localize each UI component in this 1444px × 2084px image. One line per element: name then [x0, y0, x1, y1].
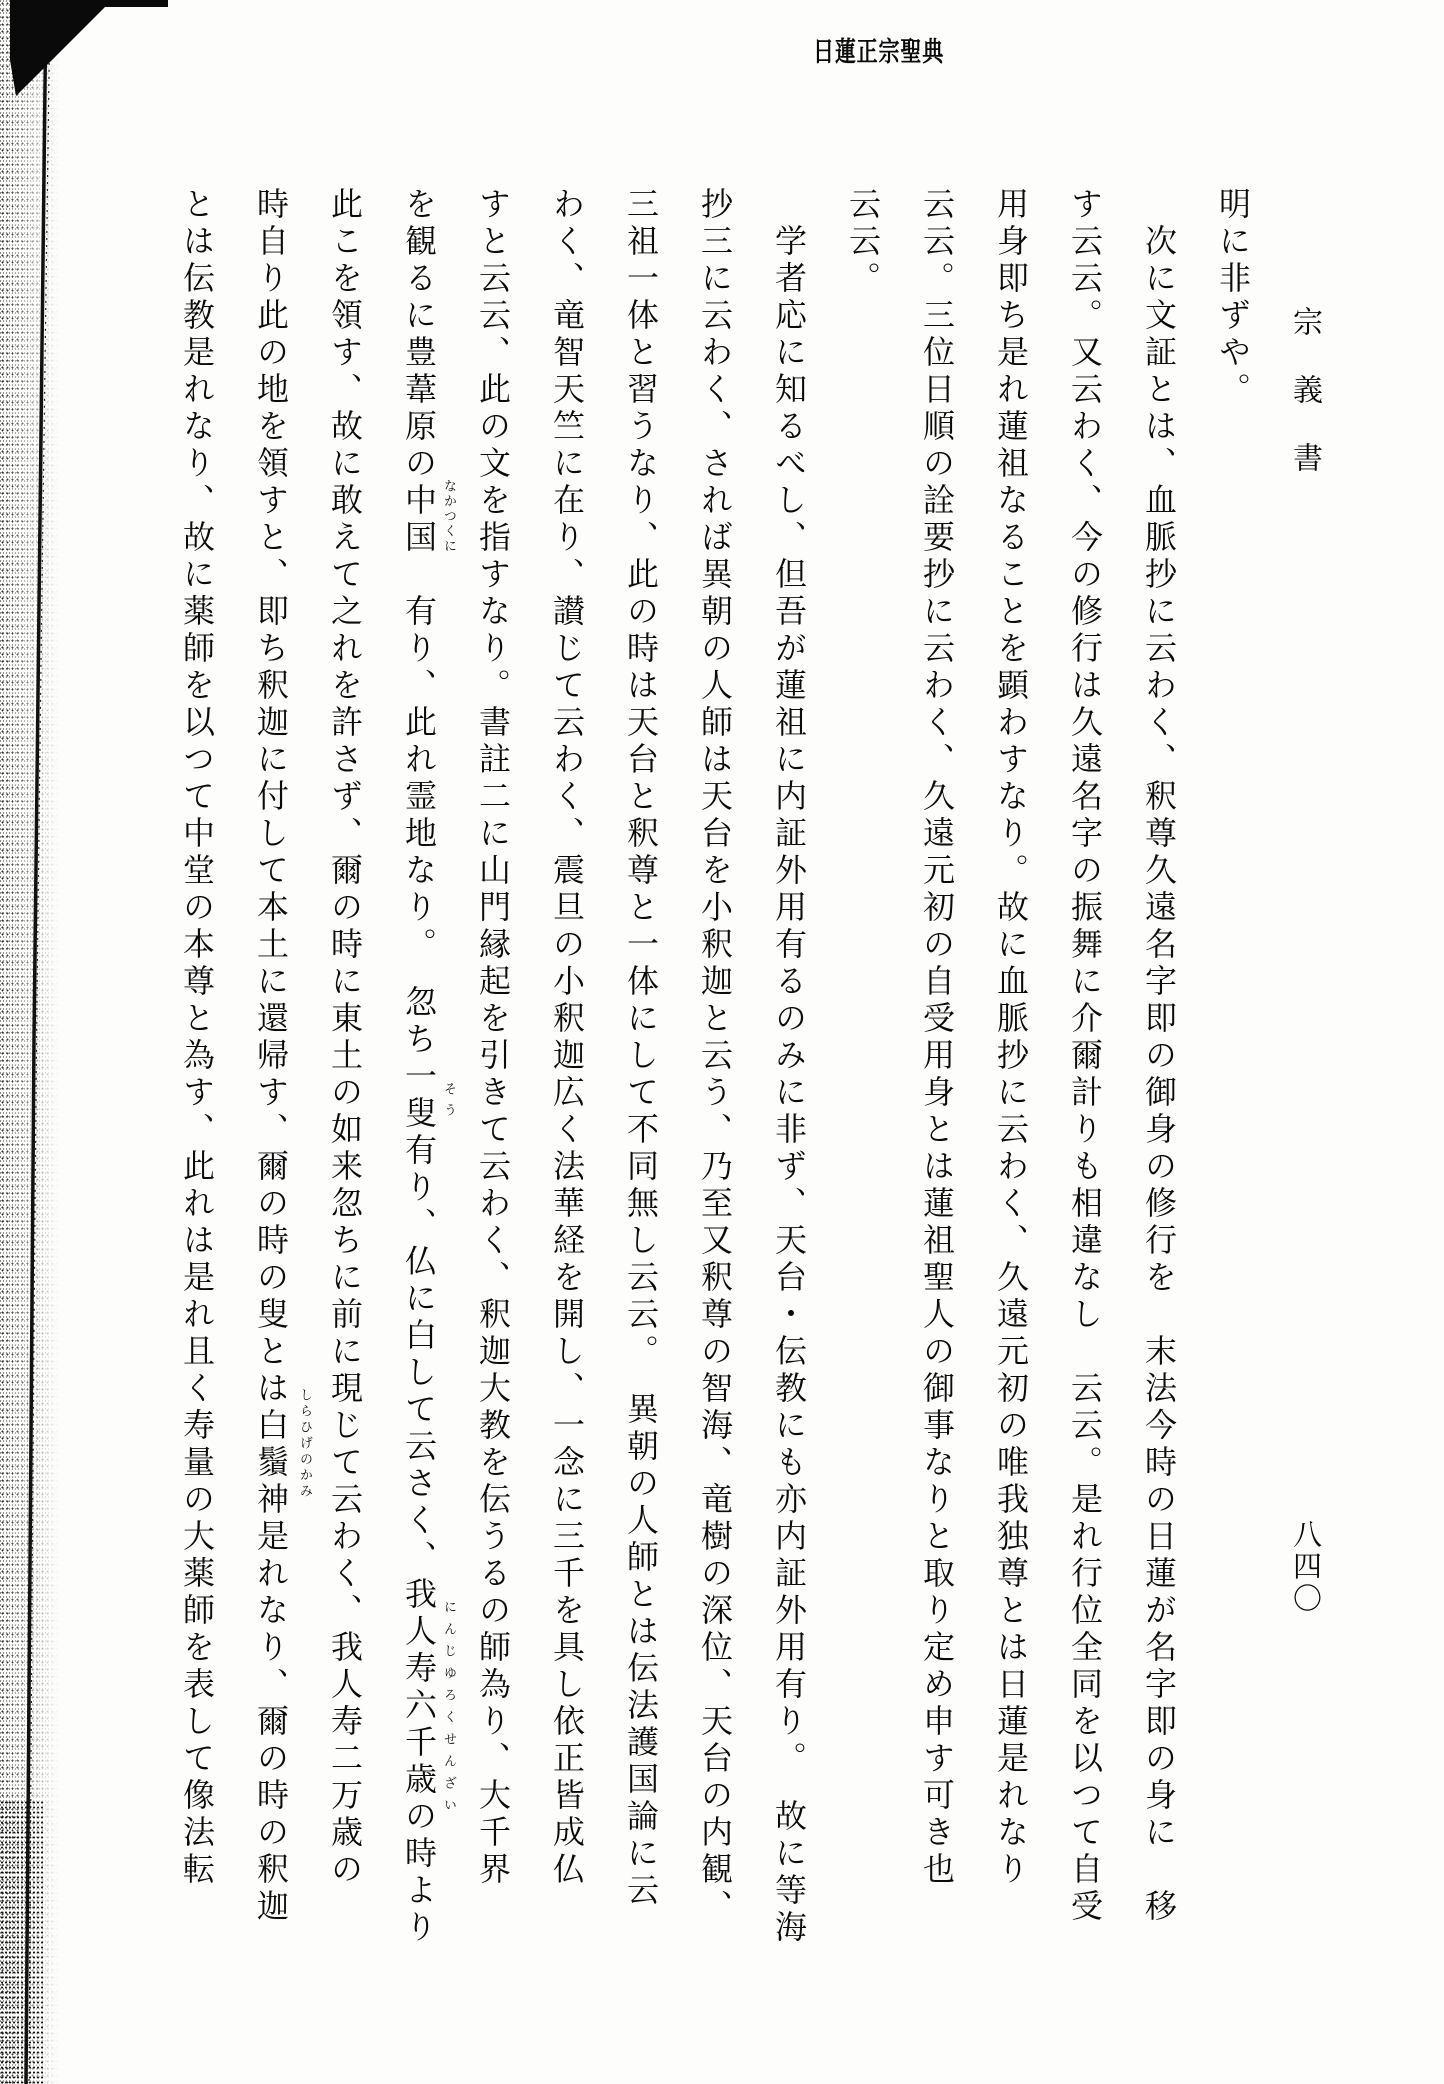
text-column: 三祖一体と習うなり、此の時は天台と釈尊と一体にして不同無し云云。 異朝の人師とは伝法護国論に云: [622, 187, 660, 1910]
text-column: を観るに豊葦原の中国 有り、此れ霊地なり。 忽ち一叟有り、仏に白して云さく、我人寿六千歳の時より: [400, 187, 438, 1947]
binding-crease-line: [0, 0, 80, 2084]
running-head-chapter: 宗義書: [1287, 306, 1322, 510]
text-column: 此こを領す、故に敢えて之れを許さず、爾の時に東土の如来忽ちに前に現じて云わく、我人寿二万歳の: [326, 187, 364, 1889]
furigana-nakatsukuni: なかつくに: [441, 479, 456, 554]
book-title-header: 日蓮正宗聖典: [813, 37, 945, 68]
furigana-sou: そう: [441, 1082, 456, 1124]
text-column: とは伝教是れなり、故に薬師を以つて中堂の本尊と為す、此れは是れ且く寿量の大薬師を表して像法転: [178, 187, 216, 1889]
text-column: すと云云、此の文を指すなり。書註二に山門縁起を引きて云わく、釈迦大教を伝うるの師為り、大千界: [474, 187, 512, 1889]
text-column: 云云。三位日順の詮要抄に云わく、久遠元初の自受用身とは蓮祖聖人の御事なりと取り定め申す可き也: [918, 187, 956, 1889]
text-column: 抄三に云わく、されば異朝の人師は天台を小釈迦と云う、乃至又釈尊の智海、竜樹の深位、天台の内観、: [696, 187, 734, 1926]
text-column: 時自り此の地を領すと、即ち釈迦に付して本土に還帰す、爾の時の叟とは白鬚神是れなり、爾の時の釈迦: [252, 187, 290, 1926]
text-column: 云云。: [844, 187, 882, 298]
text-column: 学者応に知るべし、但吾が蓮祖に内証外用有るのみに非ず、天台・伝教にも亦内証外用有り。 故に等海: [770, 187, 808, 1947]
text-column: 次に文証とは、血脈抄に云わく、釈尊久遠名字即の御身の修行を 末法今時の日蓮が名字即の身に 移: [1140, 187, 1178, 1926]
text-column: わく、竜智天竺に在り、讃じて云わく、震旦の小釈迦広く法華経を開し、一念に三千を具し依正皆成仏: [548, 187, 586, 1889]
page-number: 八四〇: [1289, 1519, 1323, 1615]
text-column: 明に非ずや。: [1214, 187, 1252, 409]
furigana-ninju-rokusenzai: にんじゆろくせんざい: [441, 1600, 456, 1820]
top-edge-scan-smear: [18, 0, 168, 7]
furigana-shirahige-no-kami: しらひげのかみ: [297, 1388, 312, 1500]
text-column: 用身即ち是れ蓮祖なることを顕わすなり。故に血脈抄に云わく、久遠元初の唯我独尊とは日蓮是れなり: [992, 187, 1030, 1889]
text-column: す云云。又云わく、今の修行は久遠名字の振舞に介爾計りも相違なし 云云。是れ行位全同を以つて自受: [1066, 187, 1104, 1926]
